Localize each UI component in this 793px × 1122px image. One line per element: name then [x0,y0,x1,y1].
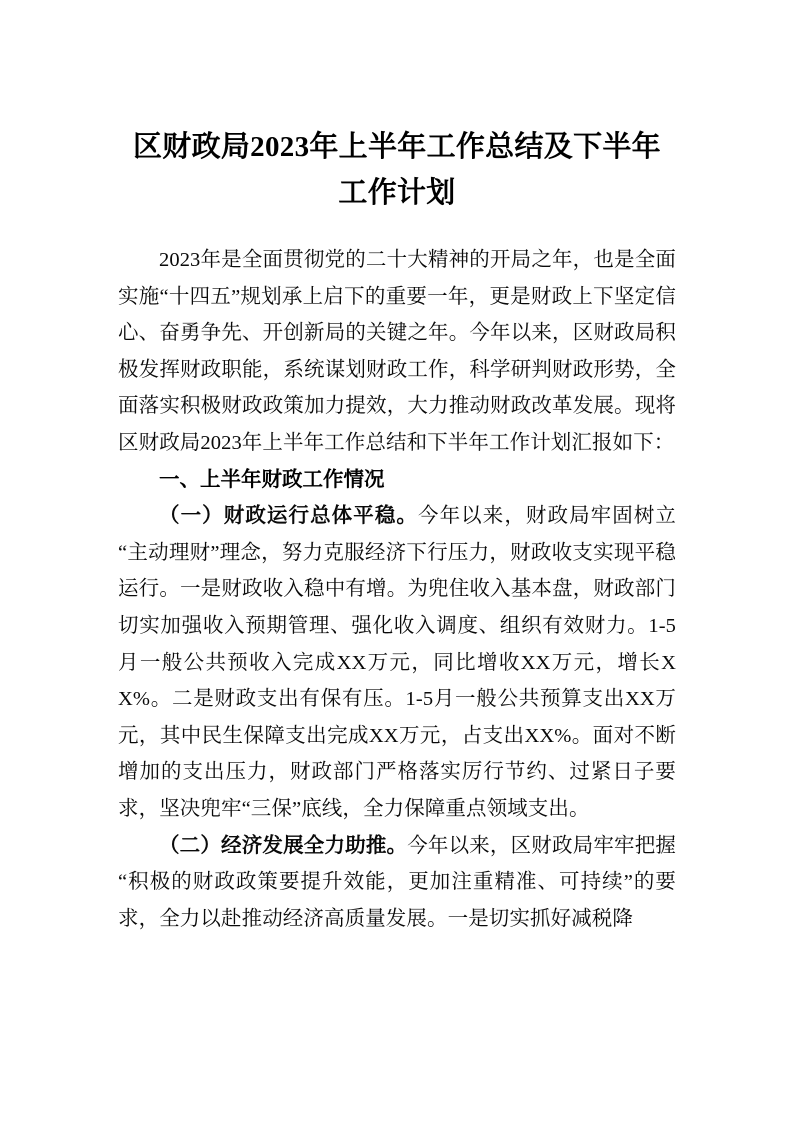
section-heading-1: 一、上半年财政工作情况 [159,467,385,491]
subsection-paragraph-2 [118,828,676,938]
subsection-paragraph-1 [118,498,676,827]
subsection-2-text: 今年以来，区财政局牢牢把握“积极的财政政策要提升效能，更加注重精准、可持续”的要求，全力以赴推动经济高质量发展。一是切实抓好减税降 [118,834,676,930]
document-body [118,216,676,937]
document-content [118,0,676,937]
page-title-line-2: 工作计划 [338,177,456,209]
subsection-1-lead: （一）财政运行总体平稳。 [159,505,418,528]
page-title [118,0,676,216]
subsection-1-text: 今年以来，财政局牢固树立“主动理财”理念，努力克服经济下行压力，财政收支实现平稳运行。一是财政收入稳中有增。为兜住收入基本盘，财政部门切实加强收入预期管理、强化收入调度、组织有效财力。1-5月一般公共预收入完成XX万元，同比增收XX万元，增长XX%。二是财政支出有保有压。1-5月一般公共预算支出XX万元，其中民生保障支出完成XX万元，占支出XX%。面对不断增加的支出压力，财政部门严格落实厉行节约、过紧日子要求，坚决兜牢“三保”底线，全力保障重点领域支出。 [118,505,677,820]
intro-paragraph: 2023年是全面贯彻党的二十大精神的开局之年，也是全面实施“十四五”规划承上启下的重要一年，更是财政上下坚定信心、奋勇争先、开创新局的关键之年。今年以来，区财政局积极发挥财政职能，系统谋划财政工作，科学研判财政形势，全面落实积极财政政策加力提效，大力推动财政改革发展。现将区财政局2023年上半年工作总结和下半年工作计划汇报如下： [118,249,676,454]
subsection-2-lead: （二）经济发展全力助推。 [159,834,408,857]
page-title-line-1: 区财政局2023年上半年工作总结及下半年 [132,131,661,163]
